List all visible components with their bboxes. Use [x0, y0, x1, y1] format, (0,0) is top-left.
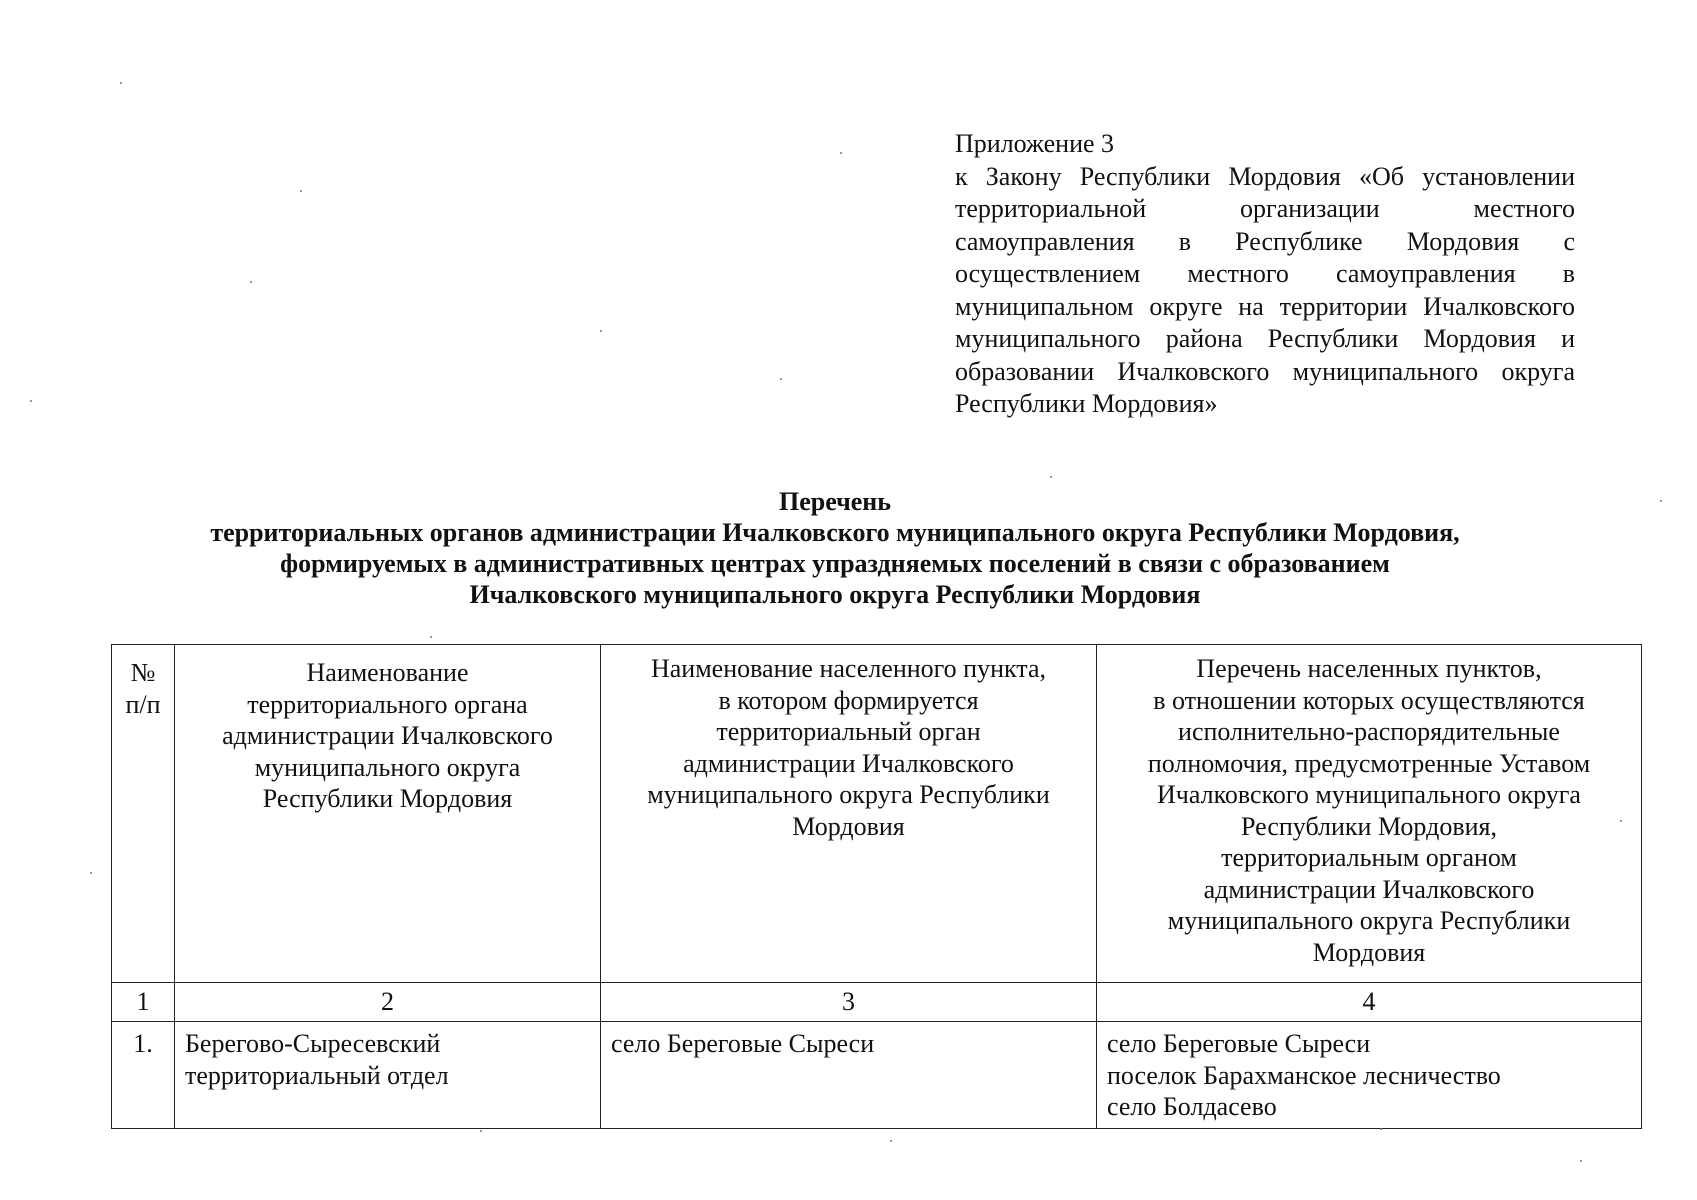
table-header-row	[112, 645, 1642, 983]
appendix-body: к Закону Республики Мордовия «Об установлении территориальной организации местного самоуправления в Республике Мордовия с осуществлением местного самоуправления в муниципальном округе на территории Ичалковского муниципального района Республики Мордовия и образовании Ичалковского муниципального округа Республики Мордовия»	[955, 161, 1575, 418]
scan-speck	[90, 872, 92, 874]
header-text: Мордовия	[1312, 937, 1426, 967]
column-number-3: 3	[601, 983, 1097, 1022]
scan-speck	[600, 330, 602, 332]
header-text: Республики Мордовия,	[1241, 811, 1497, 841]
column-number-1: 1	[112, 983, 175, 1022]
header-text: муниципального округа	[254, 752, 521, 782]
row-settlements	[1097, 1022, 1642, 1129]
scan-speck	[1620, 820, 1622, 822]
header-cell-center	[601, 645, 1097, 983]
header-text: территориальный орган	[716, 717, 981, 746]
header-text: Наименование населенного пункта,	[650, 654, 1047, 683]
header-text: администрации Ичалковского	[222, 721, 553, 750]
settlement-item: село Береговые Сыреси	[1107, 1029, 1371, 1058]
document-heading	[120, 486, 1550, 610]
scan-speck	[1660, 500, 1662, 502]
appendix-note	[955, 128, 1575, 421]
scan-speck	[840, 152, 842, 154]
header-text: в котором формируется	[718, 685, 979, 715]
organ-name-line: Берегово-Сыресевский	[185, 1029, 441, 1058]
scan-speck	[1580, 1160, 1582, 1162]
table-row	[112, 1022, 1642, 1129]
header-text: Наименование	[306, 658, 469, 687]
header-text: п/п	[125, 689, 161, 719]
scan-speck	[1050, 476, 1052, 478]
header-text: администрации Ичалковского	[1203, 874, 1535, 904]
scan-speck	[1380, 1128, 1382, 1130]
organ-name-line: территориальный отдел	[185, 1060, 449, 1090]
scan-speck	[30, 400, 32, 402]
header-text: Республики Мордовия	[262, 784, 513, 813]
header-text: муниципального округа Республики	[1167, 906, 1571, 935]
scan-speck	[300, 190, 302, 192]
scan-speck	[480, 1130, 482, 1132]
header-cell-settlements	[1097, 645, 1642, 983]
header-text: территориальным органом	[1221, 843, 1517, 872]
scan-speck	[430, 636, 432, 638]
settlement-item: поселок Барахманское лесничество	[1107, 1060, 1501, 1090]
settlement-item: село Болдасево	[1107, 1092, 1277, 1121]
header-text: полномочия, предусмотренные Уставом	[1147, 748, 1591, 778]
header-text: муниципального округа Республики	[647, 780, 1050, 809]
header-cell-num	[112, 645, 175, 983]
scan-speck	[120, 82, 122, 84]
header-text: в отношении которых осуществляются	[1153, 685, 1585, 715]
column-number-2: 2	[175, 983, 601, 1022]
header-text: Ичалковского муниципального округа	[1157, 780, 1581, 809]
column-number-row	[112, 983, 1642, 1022]
scan-speck	[250, 281, 252, 283]
row-admin-center: село Береговые Сыреси	[601, 1022, 1097, 1129]
header-text: администрации Ичалковского	[683, 748, 1014, 778]
scan-speck	[780, 378, 782, 380]
header-text: территориального органа	[247, 689, 528, 719]
header-text: исполнительно-распорядительные	[1178, 717, 1560, 746]
header-text: Перечень населенных пунктов,	[1196, 654, 1542, 683]
territorial-organs-table	[111, 644, 1642, 1129]
appendix-title: Приложение 3	[955, 129, 1115, 158]
heading-line-3: формируемых в административных центрах упраздняемых поселений в связи с образованием	[280, 549, 1390, 578]
row-organ-name	[175, 1022, 601, 1129]
heading-line-4: Ичалковского муниципального округа Республики Мордовия	[469, 580, 1201, 609]
scan-speck	[890, 1140, 892, 1142]
header-cell-organ	[175, 645, 601, 983]
row-number: 1.	[112, 1022, 175, 1129]
header-text: №	[130, 658, 156, 687]
heading-title: Перечень	[778, 487, 892, 516]
header-text: Мордовия	[792, 811, 905, 841]
heading-line-2: территориальных органов администрации Ичалковского муниципального округа Республики Мордовия,	[210, 518, 1460, 547]
column-number-4: 4	[1097, 983, 1642, 1022]
